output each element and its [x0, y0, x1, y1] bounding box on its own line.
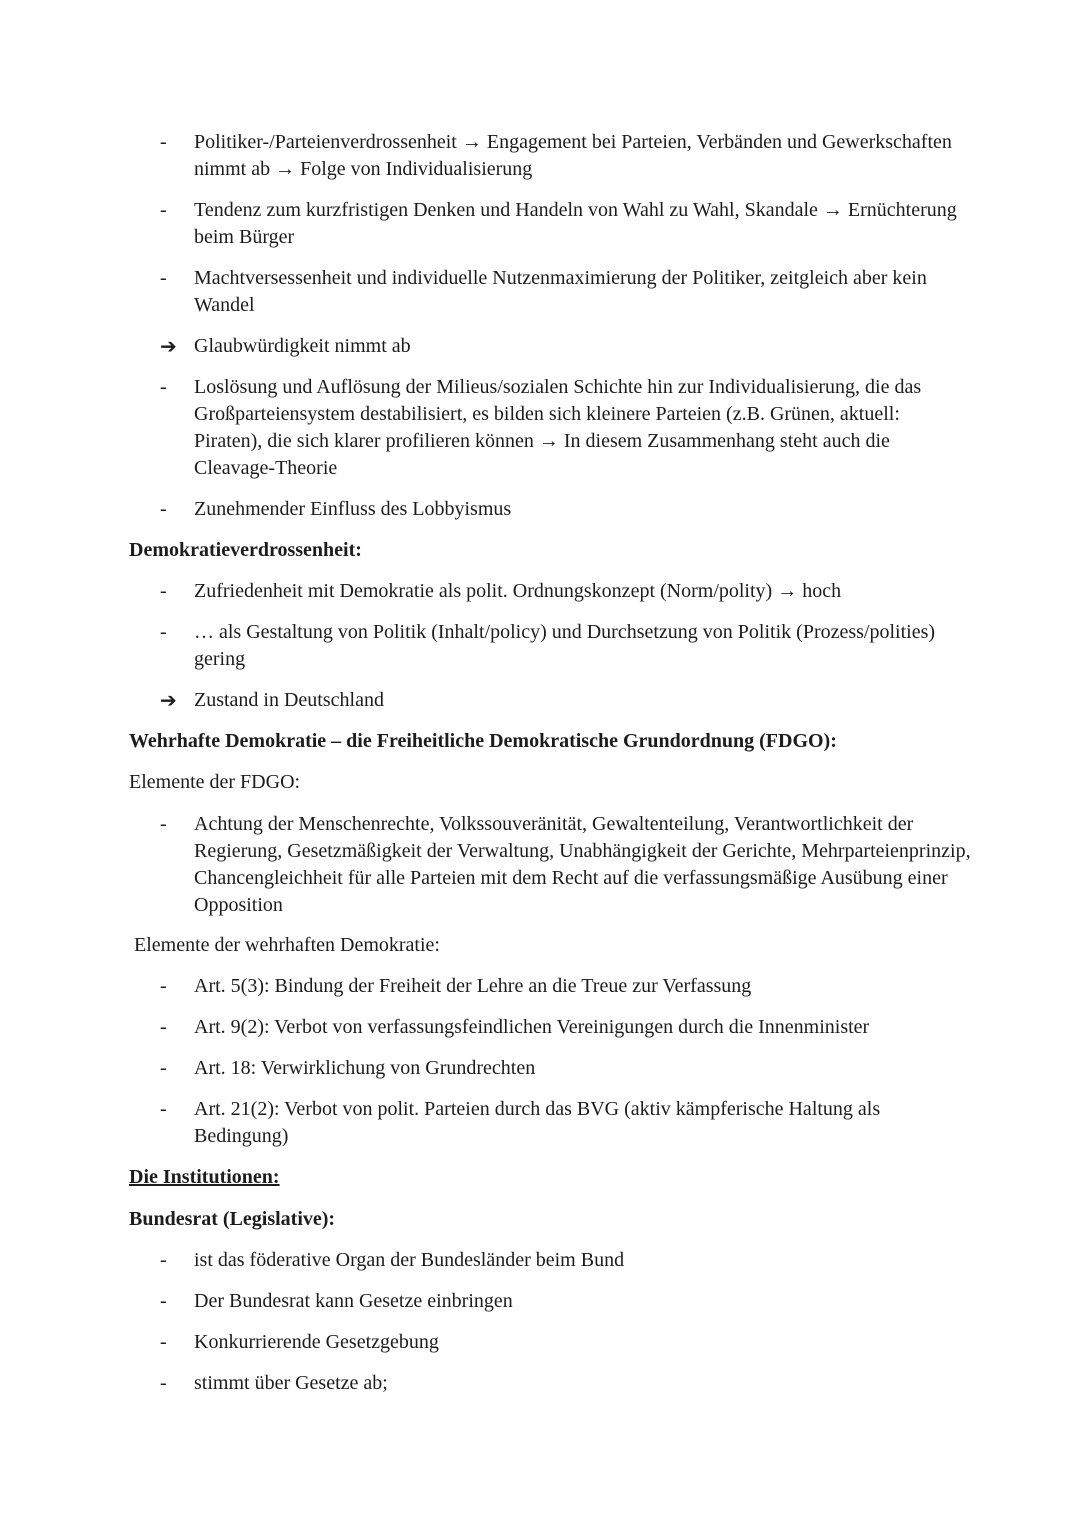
section-label: Elemente der wehrhaften Demokratie: [134, 934, 440, 956]
list-item [160, 129, 964, 183]
arrow-item [160, 333, 964, 360]
dash-marker: - [160, 1016, 167, 1038]
dash-marker: - [160, 1290, 167, 1312]
list-item [160, 1247, 964, 1274]
list-item [160, 1288, 964, 1315]
item-text: Art. 18: Verwirklichung von Grundrechten [194, 1057, 536, 1079]
section-label: Elemente der FDGO: [129, 771, 301, 793]
dash-marker: - [160, 621, 167, 643]
dash-marker: - [160, 1057, 167, 1079]
item-text: … als Gestaltung von Politik (Inhalt/policy) und Durchsetzung von Politik (Prozess/polities) gering [194, 621, 936, 670]
list-item [160, 1329, 964, 1356]
arrow-item [160, 687, 964, 714]
dash-marker: - [160, 498, 167, 520]
item-text: Tendenz zum kurzfristigen Denken und Handeln von Wahl zu Wahl, Skandale → Ernüchterung beim Bürger [194, 199, 957, 248]
list-item [160, 619, 964, 673]
list-item [160, 265, 964, 319]
list-item [160, 1096, 974, 1150]
dash-marker: - [160, 131, 167, 153]
dash-marker: - [160, 1331, 167, 1353]
section-heading: Bundesrat (Legislative): [129, 1208, 336, 1230]
item-text: Art. 9(2): Verbot von verfassungsfeindlichen Vereinigungen durch die Innenminister [194, 1016, 870, 1038]
dash-marker: - [160, 813, 167, 835]
section-heading: Demokratieverdrossenheit: [129, 539, 362, 561]
section-heading: Wehrhafte Demokratie – die Freiheitliche Demokratische Grundordnung (FDGO): [129, 730, 837, 752]
list-item [160, 374, 964, 482]
item-text: Achtung der Menschenrechte, Volkssouveränität, Gewaltenteilung, Verantwortlichkeit der Regierung, Gesetzmäßigkeit der Verwaltung, Unabhängigkeit der Gerichte, Mehrparteienprinzip, Chancengleichheit für alle Parteien mit dem Recht auf die verfassungsmäßige Ausübung einer Opposition [194, 813, 971, 916]
list-item [160, 197, 964, 251]
item-text: Der Bundesrat kann Gesetze einbringen [194, 1290, 513, 1312]
item-text: stimmt über Gesetze ab; [194, 1372, 388, 1394]
item-text: Glaubwürdigkeit nimmt ab [194, 335, 411, 357]
dash-marker: - [160, 376, 167, 398]
list-item [160, 811, 974, 919]
dash-marker: - [160, 1372, 167, 1394]
item-text: Art. 5(3): Bindung der Freiheit der Lehre an die Treue zur Verfassung [194, 975, 752, 997]
list-item [160, 973, 974, 1000]
list-item [160, 578, 964, 605]
item-text: Politiker-/Parteienverdrossenheit → Engagement bei Parteien, Verbänden und Gewerkschaften nimmt ab → Folge von Individualisierung [194, 131, 952, 180]
list-item [160, 1014, 974, 1041]
item-text: ist das föderative Organ der Bundesländer beim Bund [194, 1249, 625, 1271]
item-text: Loslösung und Auflösung der Milieus/sozialen Schichte hin zur Individualisierung, die das Großparteiensystem destabilisiert, es bilden sich kleinere Parteien (z.B. Grünen, aktuell: Piraten), die sich klarer profilieren können → In diesem Zusammenhang steht auch die Cleavage-Theorie [194, 376, 922, 479]
item-text: Zustand in Deutschland [194, 689, 384, 711]
dash-marker: - [160, 580, 167, 602]
arrow-icon: ➔ [160, 334, 177, 358]
list-item [160, 1055, 974, 1082]
arrow-icon: ➔ [160, 688, 177, 712]
section-heading: Die Institutionen: [129, 1166, 280, 1188]
dash-marker: - [160, 267, 167, 289]
dash-marker: - [160, 1098, 167, 1120]
dash-marker: - [160, 975, 167, 997]
item-text: Zunehmender Einfluss des Lobbyismus [194, 498, 512, 520]
item-text: Machtversessenheit und individuelle Nutzenmaximierung der Politiker, zeitgleich aber kein Wandel [194, 267, 927, 316]
dash-marker: - [160, 199, 167, 221]
list-item [160, 496, 964, 523]
item-text: Zufriedenheit mit Demokratie als polit. Ordnungskonzept (Norm/polity) → hoch [194, 580, 842, 602]
item-text: Konkurrierende Gesetzgebung [194, 1331, 439, 1353]
dash-marker: - [160, 1249, 167, 1271]
item-text: Art. 21(2): Verbot von polit. Parteien durch das BVG (aktiv kämpferische Haltung als Bedingung) [194, 1098, 881, 1147]
list-item [160, 1370, 964, 1397]
